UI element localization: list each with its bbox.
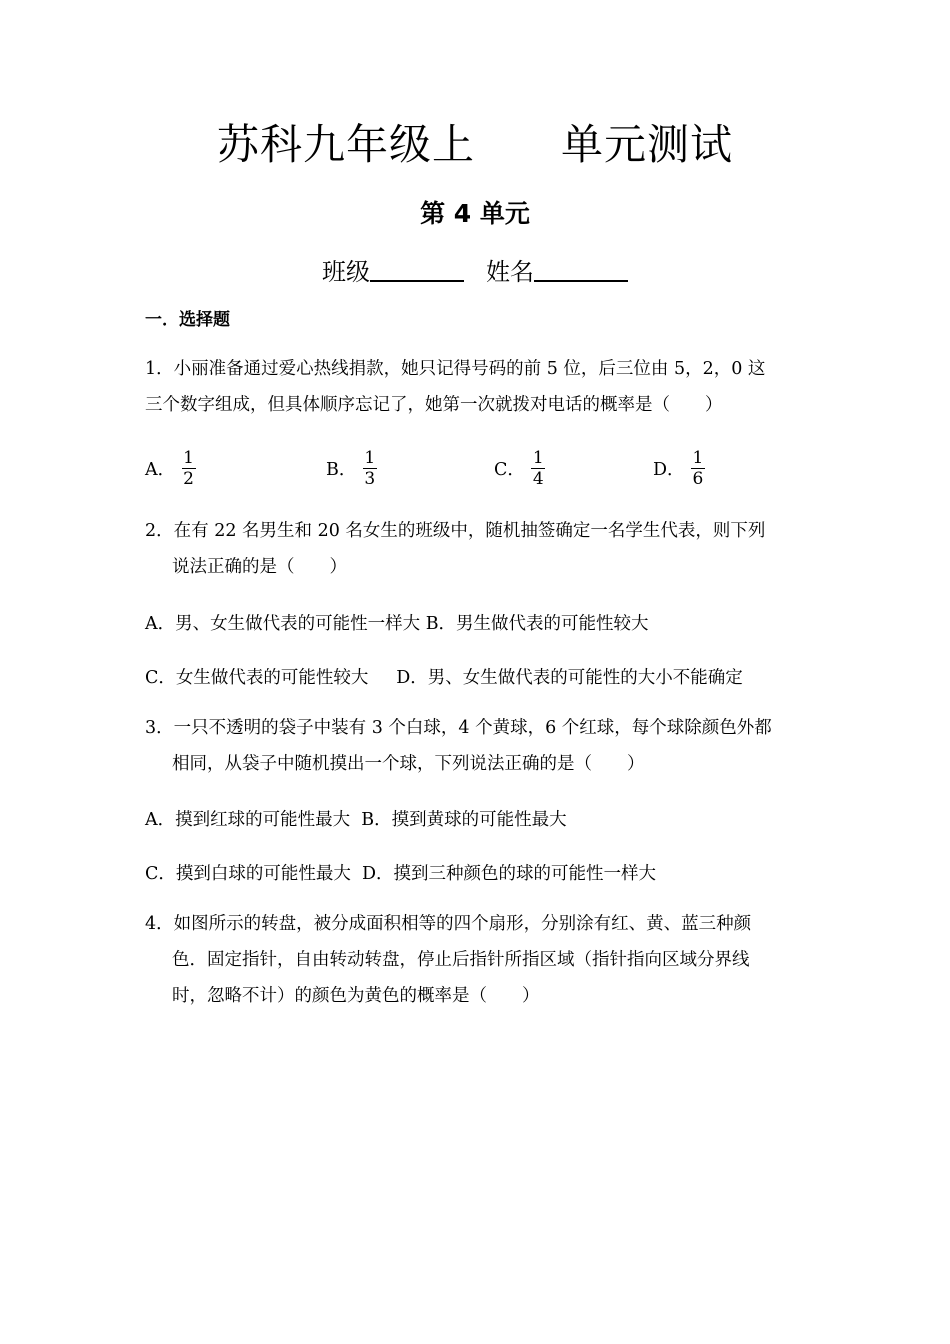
- question-1-option-a: [145, 448, 196, 489]
- question-1-option-d: [653, 448, 705, 489]
- fraction-numerator: 1: [532, 448, 544, 468]
- question-2-line-1: 2．在有 22 名男生和 20 名女生的班级中，随机抽签确定一名学生代表，则下列: [145, 521, 766, 541]
- fraction-denominator: 3: [364, 469, 376, 489]
- question-2-options-row-2: C．女生做代表的可能性较大 D．男、女生做代表的可能性的大小不能确定: [145, 668, 743, 688]
- question-4-line-1: 4．如图所示的转盘，被分成面积相等的四个扇形，分别涂有红、黄、蓝三种颜: [145, 914, 752, 934]
- option-label: B．: [326, 460, 357, 480]
- question-2: [145, 513, 815, 585]
- section-heading: 一．选择题: [145, 310, 230, 330]
- fraction: [181, 448, 196, 489]
- question-1-option-c: [494, 448, 546, 489]
- question-3-options-row-1: A．摸到红球的可能性最大 B．摸到黄球的可能性最大: [145, 810, 567, 830]
- fraction-denominator: 6: [692, 469, 704, 489]
- question-1: [145, 351, 815, 423]
- page-title: 苏科九年级上 单元测试: [216, 120, 734, 169]
- question-1-option-b: [326, 448, 377, 489]
- name-blank: [534, 254, 628, 282]
- question-4-line-3: 时，忽略不计）的颜色为黄色的概率是（ ）: [172, 986, 540, 1006]
- question-3-options-row-2: C．摸到白球的可能性最大 D．摸到三种颜色的球的可能性一样大: [145, 864, 657, 884]
- fraction-numerator: 1: [183, 448, 194, 468]
- option-label: A．: [145, 460, 176, 480]
- fraction: [691, 448, 706, 489]
- question-2-options-row-1: A．男、女生做代表的可能性一样大 B．男生做代表的可能性较大: [145, 614, 649, 634]
- option-label: D．: [653, 460, 685, 480]
- name-label: 姓名: [486, 258, 534, 286]
- question-1-line-1: 1．小丽准备通过爱心热线捐款，她只记得号码的前 5 位，后三位由 5，2，0 这: [145, 359, 766, 379]
- class-blank: [370, 254, 464, 282]
- question-2-line-2: 说法正确的是（ ）: [172, 557, 347, 577]
- class-label: 班级: [322, 258, 370, 286]
- question-4-line-2: 色．固定指针，自由转动转盘，停止后指针所指区域（指针指向区域分界线: [172, 950, 750, 970]
- option-label: C．: [494, 460, 525, 480]
- fraction-denominator: 4: [532, 469, 544, 489]
- fraction-denominator: 2: [183, 469, 194, 489]
- unit-subtitle: 第 4 单元: [420, 199, 530, 228]
- student-info-line: [0, 252, 950, 287]
- fraction: [531, 448, 546, 489]
- question-3-line-1: 3．一只不透明的袋子中装有 3 个白球，4 个黄球，6 个红球，每个球除颜色外都: [145, 718, 772, 738]
- fraction-numerator: 1: [692, 448, 704, 468]
- question-3: [145, 710, 815, 782]
- fraction: [362, 448, 377, 489]
- question-3-line-2: 相同，从袋子中随机摸出一个球，下列说法正确的是（ ）: [172, 754, 645, 774]
- fraction-numerator: 1: [364, 448, 376, 468]
- question-4: [145, 906, 815, 1014]
- question-1-line-2: 三个数字组成，但具体顺序忘记了，她第一次就拨对电话的概率是（ ）: [145, 395, 723, 415]
